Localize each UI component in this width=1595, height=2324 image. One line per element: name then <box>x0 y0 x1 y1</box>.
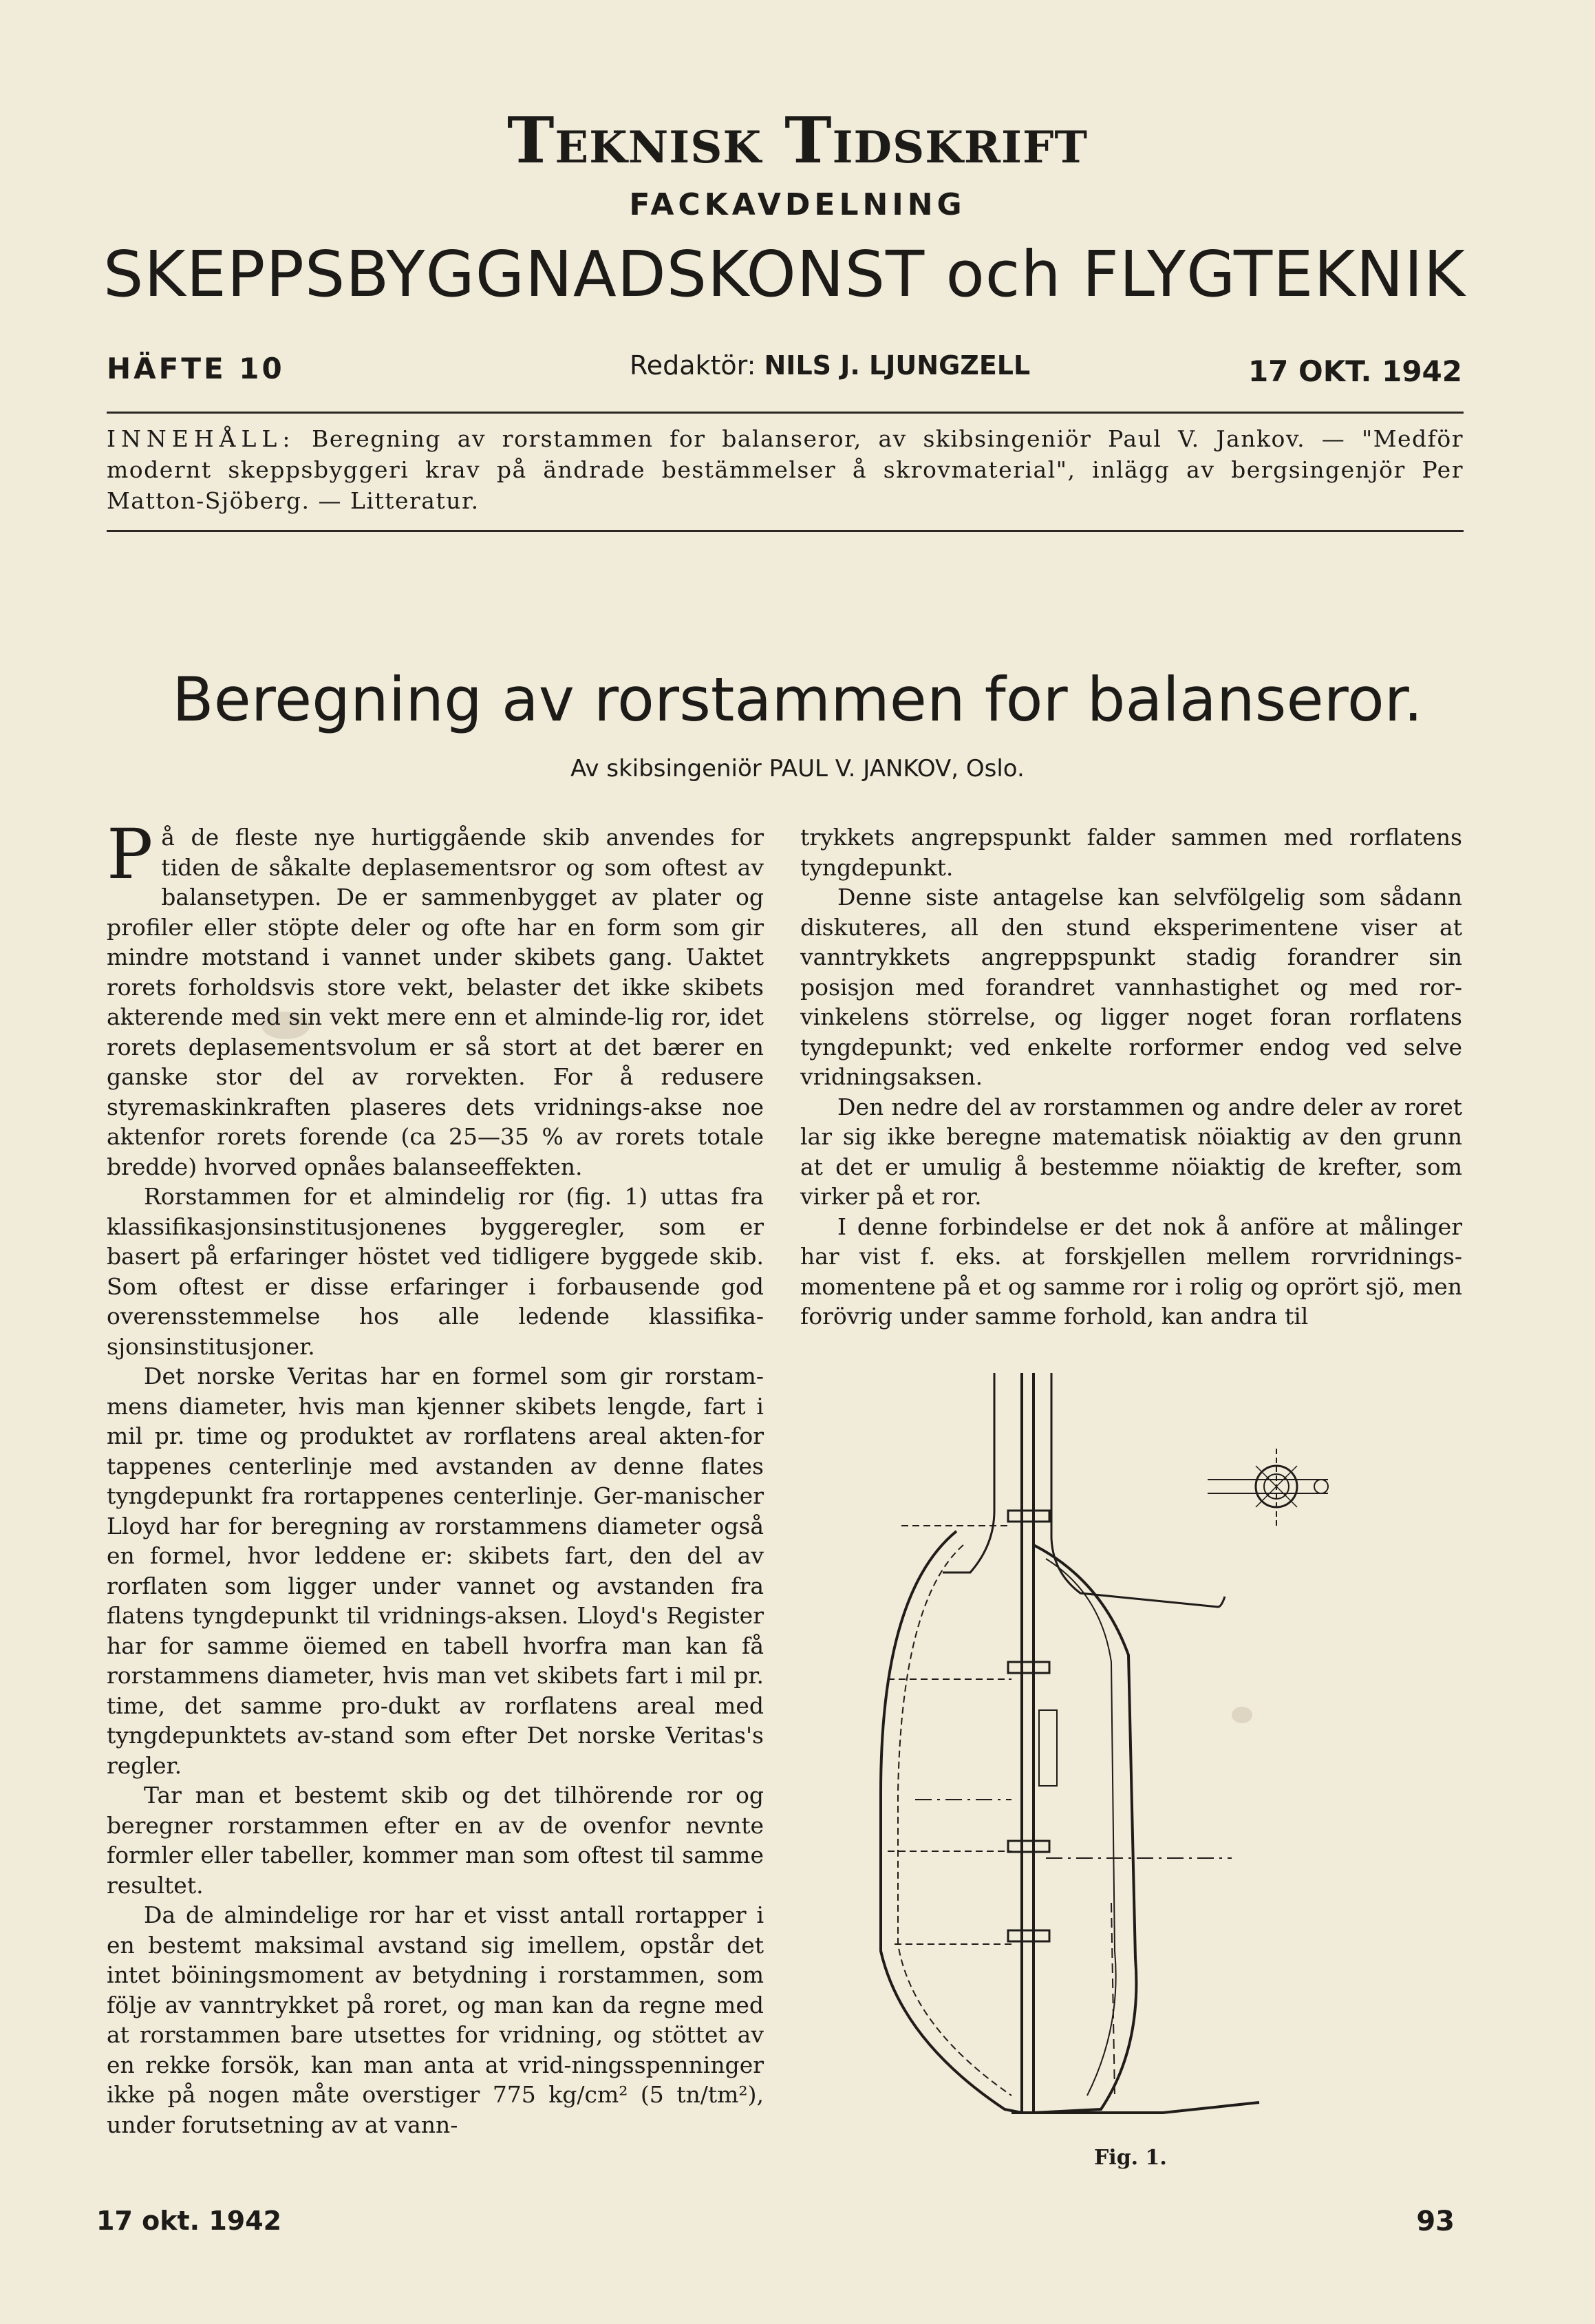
paragraph: Da de almindelige ror har et visst antall rortapper i en bestemt maksimal avstand sig imellem, opstår det intet böiningsmoment av betydning i rorstammen, som följe av vanntrykket på roret, og man kan da regne med at rorstammen bare utsettes for vridning, og stöttet av en rekke forsök, kan man anta at vrid-ningsspenninger ikke på nogen måte overstiger 775 kg/cm² (5 tn/tm²), under forutsetning av at vann- <box>107 1901 764 2138</box>
article-title: Beregning av rorstammen for balanseror. <box>172 664 1423 735</box>
paragraph: På de fleste nye hurtiggående skib anvendes for tiden de såkalte deplasementsror og som oftest av balansetypen. De er sammenbygget av plater og profiler eller stöpte deler og ofte har en form som gir mindre motstand i vannet under skibets gang. Uaktet rorets forholdsvis store vekt, belaster det ikke skibets akterende med sin vekt mere enn et alminde-lig ror, idet rorets deplasementsvolum er så stort at det bærer en ganske stor del av rorvekten. For å redusere styremaskinkraften plaseres dets vridnings-akse noe aktenfor rorets forende (ca 25—35 % av rorets totale bredde) hvorved opnåes balanseeffekten. <box>107 814 764 1180</box>
journal-title: Teknisk Tidskrift <box>506 103 1089 178</box>
paragraph: trykkets angrepspunkt falder sammen med rorflatens tyngdepunkt. <box>800 824 1462 881</box>
issue-date: 17 OKT. 1942 <box>1248 354 1462 388</box>
section-title-text: SKEPPSBYGGNADSKONST och FLYGTEKNIK <box>103 237 1466 311</box>
paragraph: I denne forbindelse er det nok å anföre at målinger har vist f. eks. at forskjellen mellem rorvridnings-momentene på et og samme ror i rolig og oprört sjö, men forövrig under samme forhold, kan andra til <box>800 1213 1462 1330</box>
page-number: 93 <box>1416 2206 1455 2237</box>
rule-bottom <box>107 530 1464 532</box>
editor-line <box>630 350 1030 381</box>
footer-date: 17 okt. 1942 <box>96 2206 282 2236</box>
editor-label: Redaktör: <box>630 350 756 381</box>
contents-label: INNEHÅLL: <box>107 425 296 452</box>
issue-number: HÄFTE 10 <box>107 352 285 385</box>
department-label: FACKAVDELNING <box>629 187 966 222</box>
rule-top <box>107 412 1464 414</box>
paragraph: Tar man et bestemt skib og det tilhörende ror og beregner rorstammen efter en av de ovenfor nevnte formler eller tabeller, kommer man som oftest til samme resultet. <box>107 1782 764 1899</box>
editor-name: NILS J. LJUNGZELL <box>764 350 1031 381</box>
column-right <box>800 822 1462 1332</box>
drop-cap: P <box>107 814 153 895</box>
issue-row <box>107 348 1462 389</box>
section-title <box>96 237 1473 311</box>
rudder-figure <box>874 1366 1356 2133</box>
paragraph: Rorstammen for et almindelig ror (fig. 1) uttas fra klassifikasjonsinstitusjonenes byggeregler, som er basert på erfaringer höstet ved tidligere byggede skib. Som oftest er disse erfaringer i forbausende god overensstemmelse hos alle ledende klassifika-sjonsinstitusjoner. <box>107 1183 764 1360</box>
paragraph: Den nedre del av rorstammen og andre deler av roret lar sig ikke beregne matematisk nöiaktig av den grunn at det er umulig å bestemme nöiaktig de krefter, som virker på et ror. <box>800 1093 1462 1210</box>
table-of-contents <box>107 423 1464 516</box>
article-byline: Av skibsingeniör PAUL V. JANKOV, Oslo. <box>570 755 1025 782</box>
figure-caption: Fig. 1. <box>1094 2146 1167 2170</box>
paragraph: Denne siste antagelse kan selvfölgelig som sådann diskuteres, all den stund eksperimentene viser at vanntrykkets angreppspunkt stadig forandrer sin posisjon med forandret vannhastighet og med ror-vinkelens störrelse, og ligger noget foran rorflatens tyngdepunkt; ved enkelte rorformer endog ved selve vridningsaksen. <box>800 884 1462 1090</box>
column-left <box>107 814 764 2140</box>
contents-text: Beregning av rorstammen for balanseror, av skibsingeniör Paul V. Jankov. — "Medför modernt skeppsbyggeri krav på ändrade bestämmelser å skrovmaterial", inlägg av bergsingenjör Per Matton-Sjöberg. — Litteratur. <box>107 425 1464 514</box>
paragraph: Det norske Veritas har en formel som gir rorstam-mens diameter, hvis man kjenner skibets lengde, fart i mil pr. time og produktet av rorflatens areal akten-for tappenes centerlinje med avstanden av denne flates tyngdepunkt fra rortappenes centerlinje. Ger-manischer Lloyd har for beregning av rorstammens diameter også en formel, hvor leddene er: skibets fart, den del av rorflaten som ligger under vannet og avstanden fra flatens tyngdepunkt til vridnings-aksen. Lloyd's Register har for samme öiemed en tabell hvorfra man kan få rorstammens diameter, hvis man vet skibets fart i mil pr. time, det samme pro-dukt av rorflatens areal med tyngdepunktets av-stand som efter Det norske Veritas's regler. <box>107 1363 764 1779</box>
